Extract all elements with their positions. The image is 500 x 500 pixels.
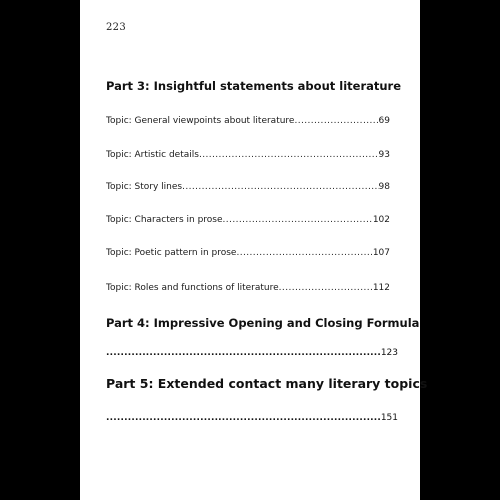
toc-entry-artistic-details	[106, 150, 390, 160]
toc-entry-label: Topic: Story lines	[106, 182, 183, 192]
toc-entry-page: 93	[378, 150, 390, 160]
toc-entry-story-lines	[106, 182, 390, 192]
toc-entry-characters-in-prose	[106, 215, 390, 225]
toc-entry-poetic-pattern	[106, 248, 390, 258]
part-4-page-line	[106, 348, 398, 358]
toc-entry-page: 107	[372, 248, 390, 258]
dot-leader	[106, 348, 381, 358]
toc-entry-page: 69	[378, 116, 390, 126]
part-3-heading: Part 3: Insightful statements about literature	[106, 79, 402, 93]
toc-entry-label: Topic: Poetic pattern in prose	[106, 248, 237, 258]
toc-entry-page: 112	[372, 283, 390, 293]
toc-entry-label: Topic: Roles and functions of literature	[106, 283, 279, 293]
part-4-heading: Part 4: Impressive Opening and Closing Formula	[106, 316, 420, 330]
part-4-page: 123	[380, 348, 398, 358]
page-number: 223	[106, 22, 126, 33]
toc-entry-roles-and-functions	[106, 283, 390, 293]
dot-leader	[223, 215, 373, 225]
dot-leader	[199, 150, 379, 160]
document-page	[80, 0, 428, 500]
dot-leader	[236, 248, 372, 258]
dot-leader	[106, 413, 381, 423]
toc-entry-page: 98	[378, 182, 390, 192]
toc-entry-label: Topic: General viewpoints about literature	[106, 116, 295, 126]
dot-leader	[182, 182, 378, 192]
toc-entry-label: Topic: Characters in prose	[106, 215, 223, 225]
part-5-page-line	[106, 413, 398, 423]
dot-leader	[294, 116, 378, 126]
dot-leader	[279, 283, 373, 293]
toc-entry-label: Topic: Artistic details	[106, 150, 199, 160]
part-5-page: 151	[380, 413, 398, 423]
part-5-heading: Part 5: Extended contact many literary topics	[106, 376, 428, 391]
toc-entry-page: 102	[372, 215, 390, 225]
toc-entry-general-viewpoints	[106, 116, 390, 126]
